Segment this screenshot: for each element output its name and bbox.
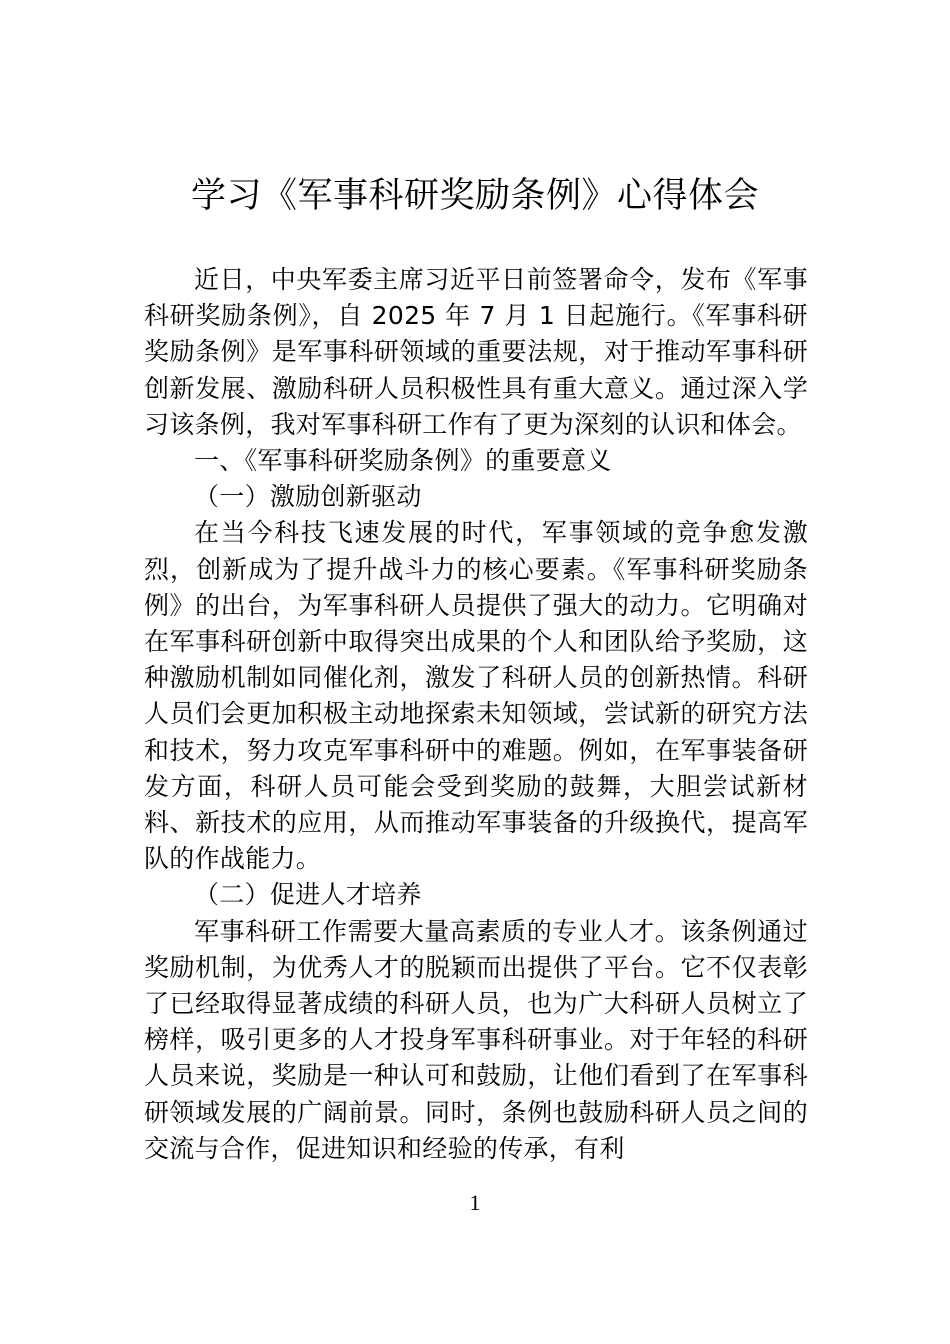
document-title: 学习《军事科研奖励条例》心得体会	[190, 176, 759, 216]
intro-paragraph: 近日，中央军委主席习近平日前签署命令，发布《军事科研奖励条例》，自 2025 年 7 月 1 日起施行。《军事科研奖励条例》是军事科研领域的重要法规，对于推动军事科研创新发展、激励科研人员积极性具有重大意义。通过深入学习该条例，我对军事科研工作有了更为深刻的认识和体会。	[144, 265, 808, 439]
subsection-heading-1: （一）激励创新驱动	[194, 482, 422, 512]
subsection-heading-2: （二）促进人才培养	[194, 880, 422, 910]
subsection-paragraph-1: 在当今科技飞速发展的时代，军事领域的竞争愈发激烈，创新成为了提升战斗力的核心要素。《军事科研奖励条例》的出台，为军事科研人员提供了强大的动力。它明确对在军事科研创新中取得突出成果的个人和团队给予奖励，这种激励机制如同催化剂，激发了科研人员的创新热情。科研人员们会更加积极主动地探索未知领域，尝试新的研究方法和技术，努力攻克军事科研中的难题。例如，在军事装备研发方面，科研人员可能会受到奖励的鼓舞，大胆尝试新材料、新技术的应用，从而推动军事装备的升级换代，提高军队的作战能力。	[144, 518, 808, 874]
section-heading-1: 一、《军事科研奖励条例》的重要意义	[194, 446, 612, 476]
document-body	[144, 262, 808, 1167]
subsection-paragraph-2: 军事科研工作需要大量高素质的专业人才。该条例通过奖励机制，为优秀人才的脱颖而出提供了平台。它不仅表彰了已经取得显著成绩的科研人员，也为广大科研人员树立了榜样，吸引更多的人才投身军事科研事业。对于年轻的科研人员来说，奖励是一种认可和鼓励，让他们看到了在军事科研领域发展的广阔前景。同时，条例也鼓励科研人员之间的交流与合作，促进知识和经验的传承，有利	[144, 916, 808, 1163]
page-number: 1	[469, 1190, 481, 1215]
